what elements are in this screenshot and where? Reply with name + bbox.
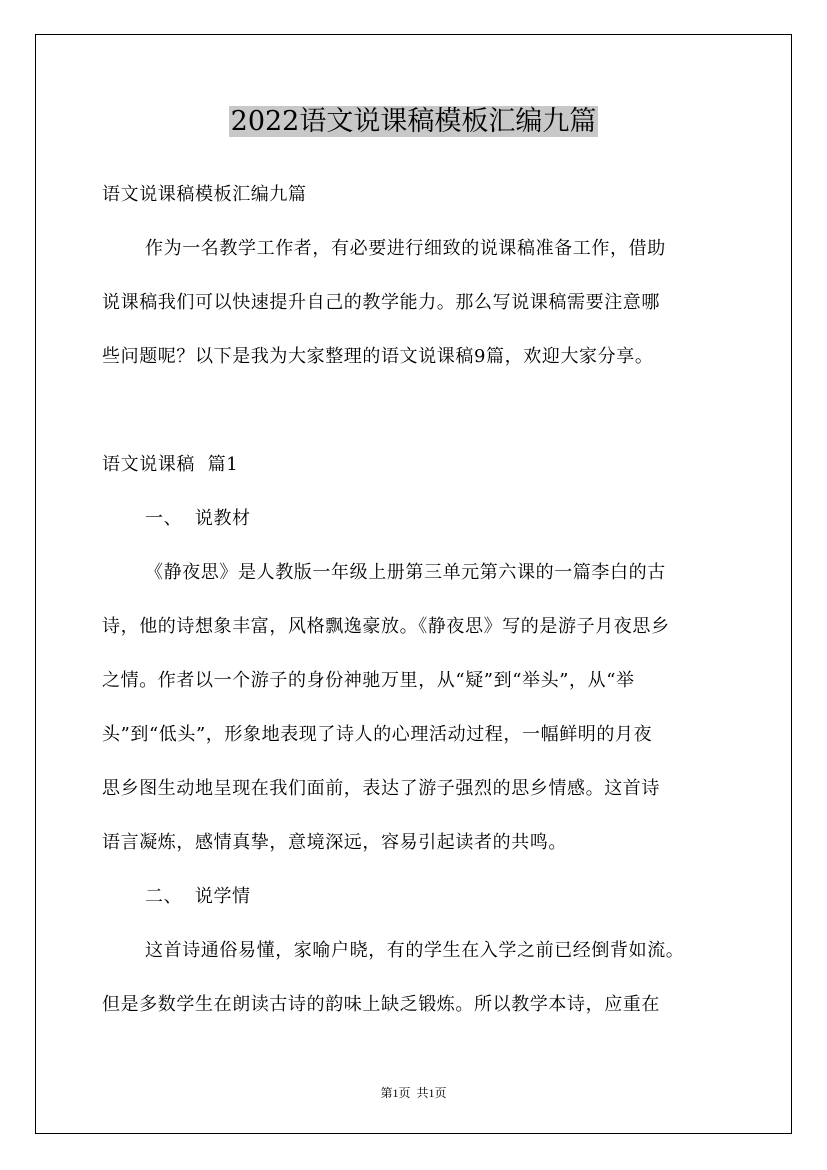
intro-line-1: 作为一名教学工作者，有必要进行细致的说课稿准备工作，借助 <box>145 238 666 259</box>
page-footer: 第1页 共1页 <box>380 1086 447 1100</box>
intro-line-3: 些问题呢？以下是我为大家整理的语文说课稿9篇，欢迎大家分享。 <box>102 346 654 367</box>
part1-line-2: 诗，他的诗想象丰富，风格飘逸豪放。《静夜思》写的是游子月夜思乡 <box>102 616 670 637</box>
intro-line-2: 说课稿我们可以快速提升自己的教学能力。那么写说课稿需要注意哪 <box>102 292 660 313</box>
part1-line-1: 《静夜思》是人教版一年级上册第三单元第六课的一篇李白的古 <box>145 562 666 583</box>
part2-heading: 二、 说学情 <box>145 886 251 907</box>
part2-line-2: 但是多数学生在朗读古诗的韵味上缺乏锻炼。所以教学本诗，应重在 <box>102 994 660 1015</box>
part1-line-6: 语言凝炼，感情真挚，意境深远，容易引起读者的共鸣。 <box>102 832 567 853</box>
part1-line-4: 头”到“低头”，形象地表现了诗人的心理活动过程，一幅鲜明的月夜 <box>102 724 653 745</box>
document-title-text: 2022语文说课稿模板汇编九篇 <box>230 106 597 137</box>
part1-heading: 一、 说教材 <box>145 508 251 529</box>
part1-line-5: 思乡图生动地呈现在我们面前，表达了游子强烈的思乡情感。这首诗 <box>102 778 660 799</box>
part2-line-1: 这首诗通俗易懂，家喻户晓，有的学生在入学之前已经倒背如流。 <box>145 940 685 961</box>
document-subtitle: 语文说课稿模板汇编九篇 <box>102 184 307 205</box>
section-heading: 语文说课稿 篇1 <box>102 454 239 475</box>
document-title <box>0 102 827 142</box>
part1-line-3: 之情。作者以一个游子的身份神驰万里，从“疑”到“举头”，从“举 <box>102 670 635 691</box>
